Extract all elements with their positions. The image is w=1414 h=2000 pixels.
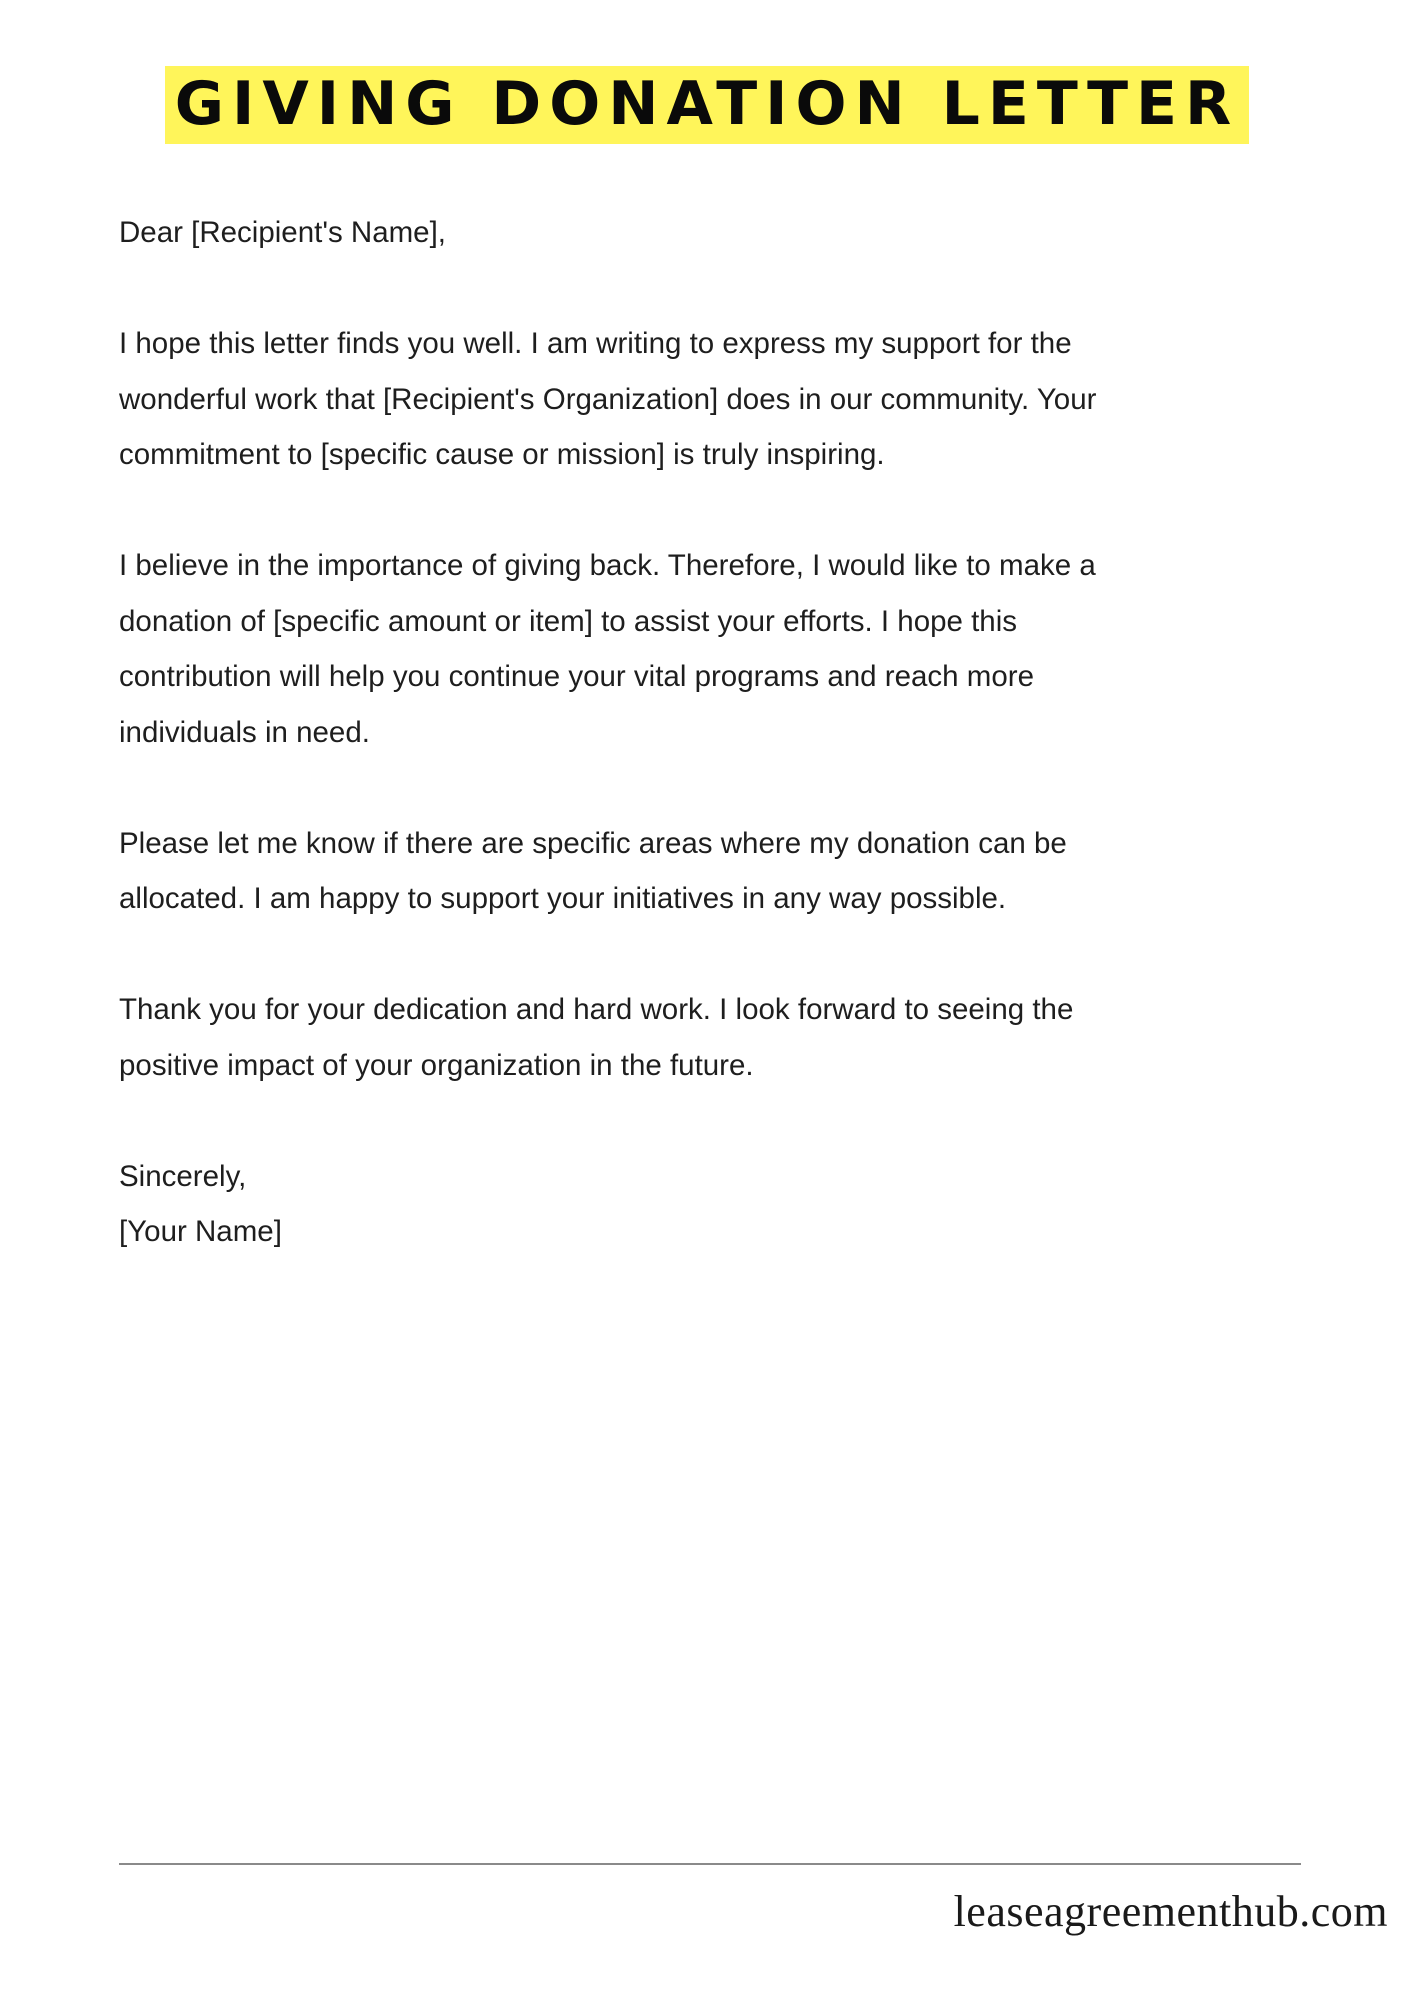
paragraph-line: commitment to [specific cause or mission] is truly inspiring. bbox=[119, 438, 885, 471]
paragraph-4 bbox=[119, 982, 1319, 1093]
paragraph-line: I believe in the importance of giving back. Therefore, I would like to make a bbox=[119, 549, 1096, 582]
letter-body bbox=[119, 205, 1319, 1260]
paragraph-line: individuals in need. bbox=[119, 715, 370, 749]
paragraph-line: wonderful work that [Recipient's Organization] does in our community. Your bbox=[119, 382, 1097, 416]
signature: [Your Name] bbox=[119, 1215, 282, 1248]
page-title: GIVING DONATION LETTER bbox=[165, 66, 1250, 144]
paragraph-line: contribution will help you continue your vital programs and reach more bbox=[119, 660, 1034, 693]
paragraph-line: allocated. I am happy to support your initiatives in any way possible. bbox=[119, 882, 1007, 915]
paragraph-line: positive impact of your organization in the future. bbox=[119, 1048, 754, 1082]
footer-divider bbox=[119, 1863, 1301, 1865]
paragraph-line: Please let me know if there are specific areas where my donation can be bbox=[119, 826, 1067, 860]
paragraph-line: Thank you for your dedication and hard work. I look forward to seeing the bbox=[119, 993, 1074, 1026]
paragraph-3 bbox=[119, 816, 1319, 927]
signoff-block bbox=[119, 1149, 1319, 1260]
paragraph-1 bbox=[119, 316, 1319, 483]
paragraph-2 bbox=[119, 538, 1319, 760]
paragraph-line: I hope this letter finds you well. I am writing to express my support for the bbox=[119, 327, 1072, 360]
paragraph-line: donation of [specific amount or item] to assist your efforts. I hope this bbox=[119, 604, 1018, 638]
salutation: Dear [Recipient's Name], bbox=[119, 216, 446, 249]
title-wrap bbox=[0, 66, 1414, 144]
footer-brand: leaseagreementhub.com bbox=[953, 1887, 1388, 1936]
closing: Sincerely, bbox=[119, 1159, 247, 1193]
